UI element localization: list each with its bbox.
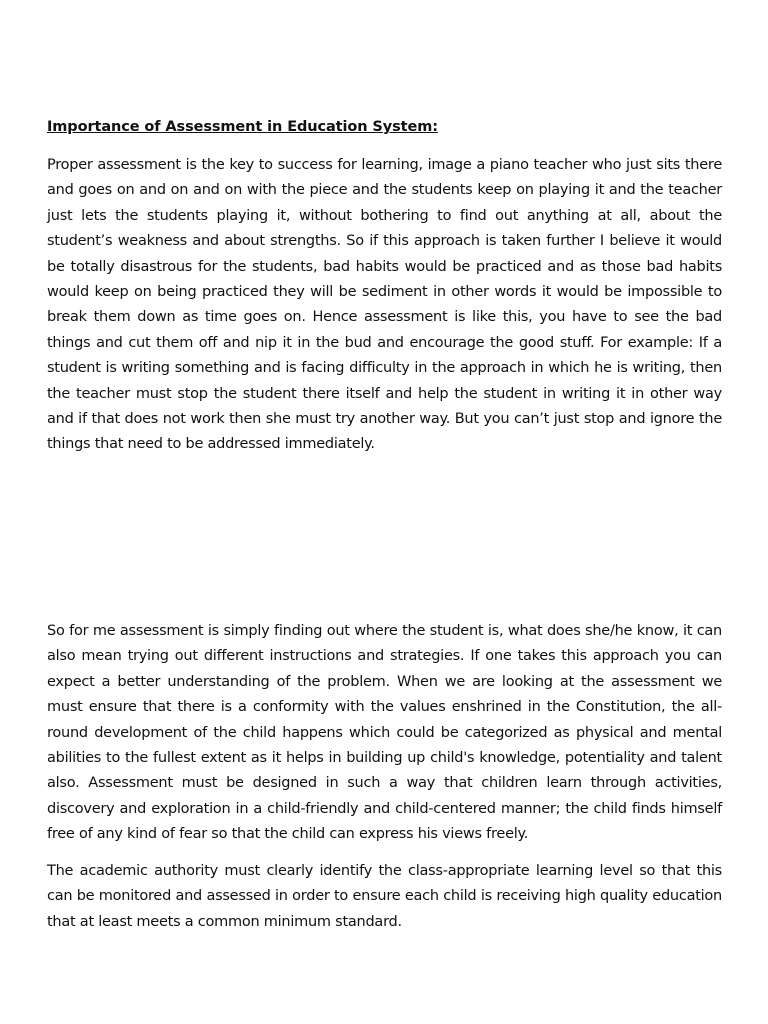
document-heading: Importance of Assessment in Education System: (47, 119, 438, 135)
paragraph-academic-authority: The academic authority must clearly identify the class-appropriate learning level so that this can be monitored and assessed in order to ensure each child is receiving high quality education that at least meets a common minimum standard. (47, 863, 722, 930)
paragraph-finding-student-level: So for me assessment is simply finding out where the student is, what does she/he know, it can also mean trying out different instructions and strategies. If one takes this approach you can expect a better understanding of the problem. When we are looking at the assessment we must ensure that there is a conformity with the values enshrined in the Constitution, the all-round development of the child happens which could be categorized as physical and mental abilities to the fullest extent as it helps in building up child's knowledge, potentiality and talent also. Assessment must be designed in such a way that children learn through activities, discovery and exploration in a child-friendly and child-centered manner; the child finds himself free of any kind of fear so that the child can express his views freely. (47, 623, 722, 843)
paragraph-assessment-key: Proper assessment is the key to success for learning, image a piano teacher who just sits there and goes on and on and on with the piece and the students keep on playing it and the teacher just lets the students playing it, without bothering to find out anything at all, about the student’s weakness and about strengths. So if this approach is taken further I believe it would be totally disastrous for the students, bad habits would be practiced and as those bad habits would keep on being practiced they will be sediment in other words it would be impossible to break them down as time goes on. Hence assessment is like this, you have to see the bad things and cut them off and nip it in the bud and encourage the good stuff. For example: If a student is writing something and is facing difficulty in the approach in which he is writing, then the teacher must stop the student there itself and help the student in writing it in other way and if that does not work then she must try another way. But you can’t just stop and ignore the things that need to be addressed immediately. (47, 157, 722, 453)
